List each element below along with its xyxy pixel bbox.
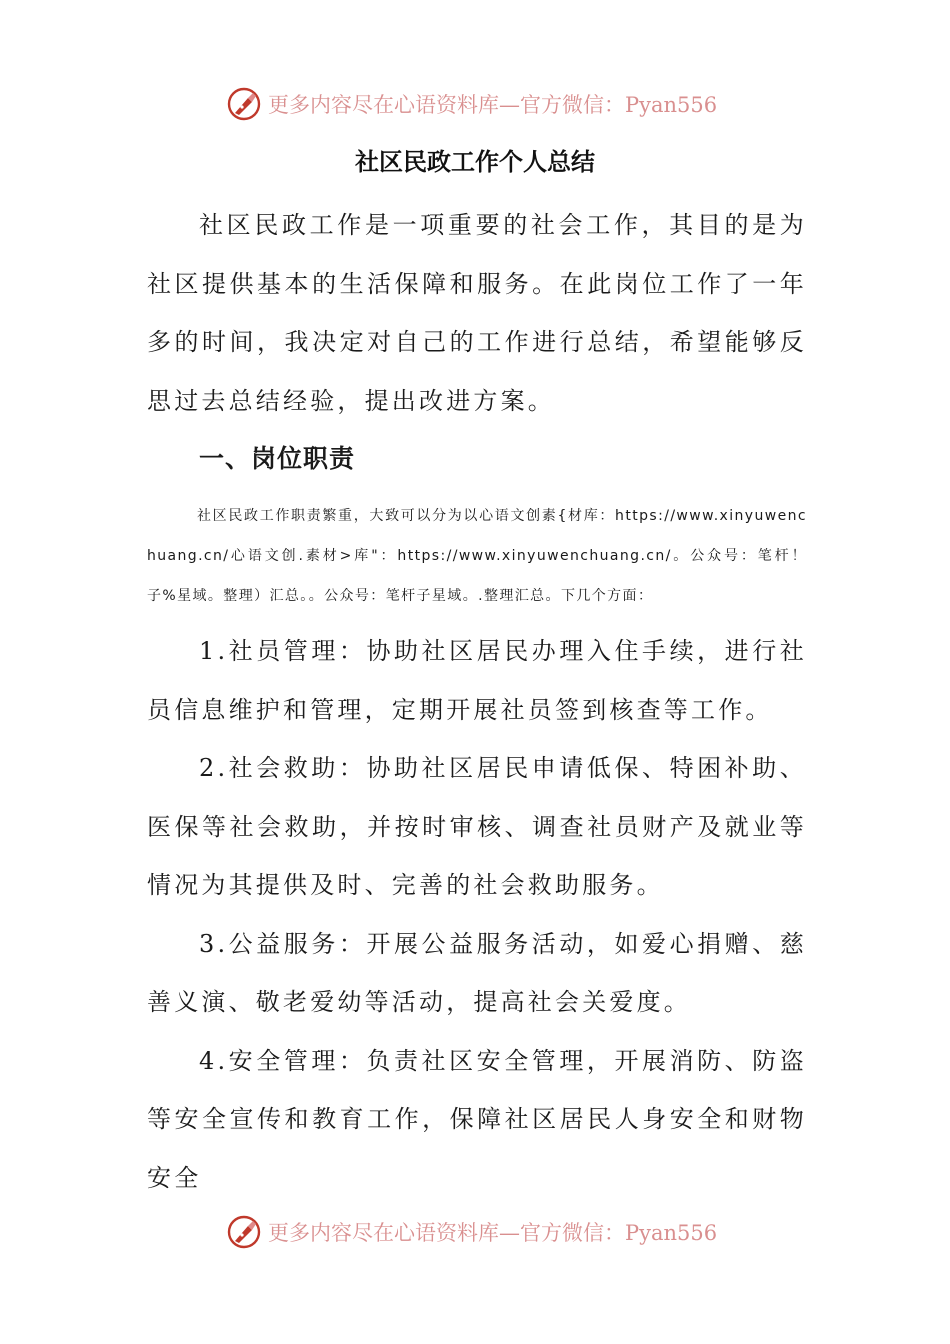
banner-text: 更多内容尽在心语资料库—官方微信：Pyan556: [268, 1221, 718, 1245]
document-body: [147, 196, 807, 1207]
document-title: 社区民政工作个人总结: [355, 147, 595, 176]
intro-paragraph: 社区民政工作是一项重要的社会工作，其目的是为社区提供基本的生活保障和服务。在此岗位工作了一年多的时间，我决定对自己的工作进行总结，希望能够反思过去总结经验，提出改进方案。: [147, 211, 807, 415]
duty-item: 3.公益服务：开展公益服务活动，如爱心捐赠、慈善义演、敬老爱幼等活动，提高社会关爱度。: [147, 929, 807, 1016]
section-heading: 一、岗位职责: [199, 444, 356, 473]
pen-nib-logo-icon: [226, 86, 262, 122]
header-banner: [226, 84, 717, 124]
duty-item: 2.社会救助：协助社区居民申请低保、特困补助、医保等社会救助，并按时审核、调查社员财产及就业等情况为其提供及时、完善的社会救助服务。: [147, 754, 807, 899]
banner-text: 更多内容尽在心语资料库—官方微信：Pyan556: [268, 93, 718, 117]
footer-banner: [226, 1212, 717, 1252]
duty-item: 4.安全管理：负责社区安全管理，开展消防、防盗等安全宣传和教育工作，保障社区居民人身安全和财物安全: [147, 1046, 807, 1192]
pen-nib-logo-icon: [226, 1214, 262, 1250]
section-note: 社区民政工作职责繁重，大致可以分为以心语文创素{材库：https://www.xinyuwenchuang.cn/心语文创.素材>库"：https://www.xinyuwenchuang.cn/。公众号：笔杆！子%星域。整理）汇总。。公众号：笔杆子星域。.整理汇总。下几个方面：: [147, 508, 807, 604]
duty-item: 1.社员管理：协助社区居民办理入住手续，进行社员信息维护和管理，定期开展社员签到核查等工作。: [147, 637, 807, 724]
